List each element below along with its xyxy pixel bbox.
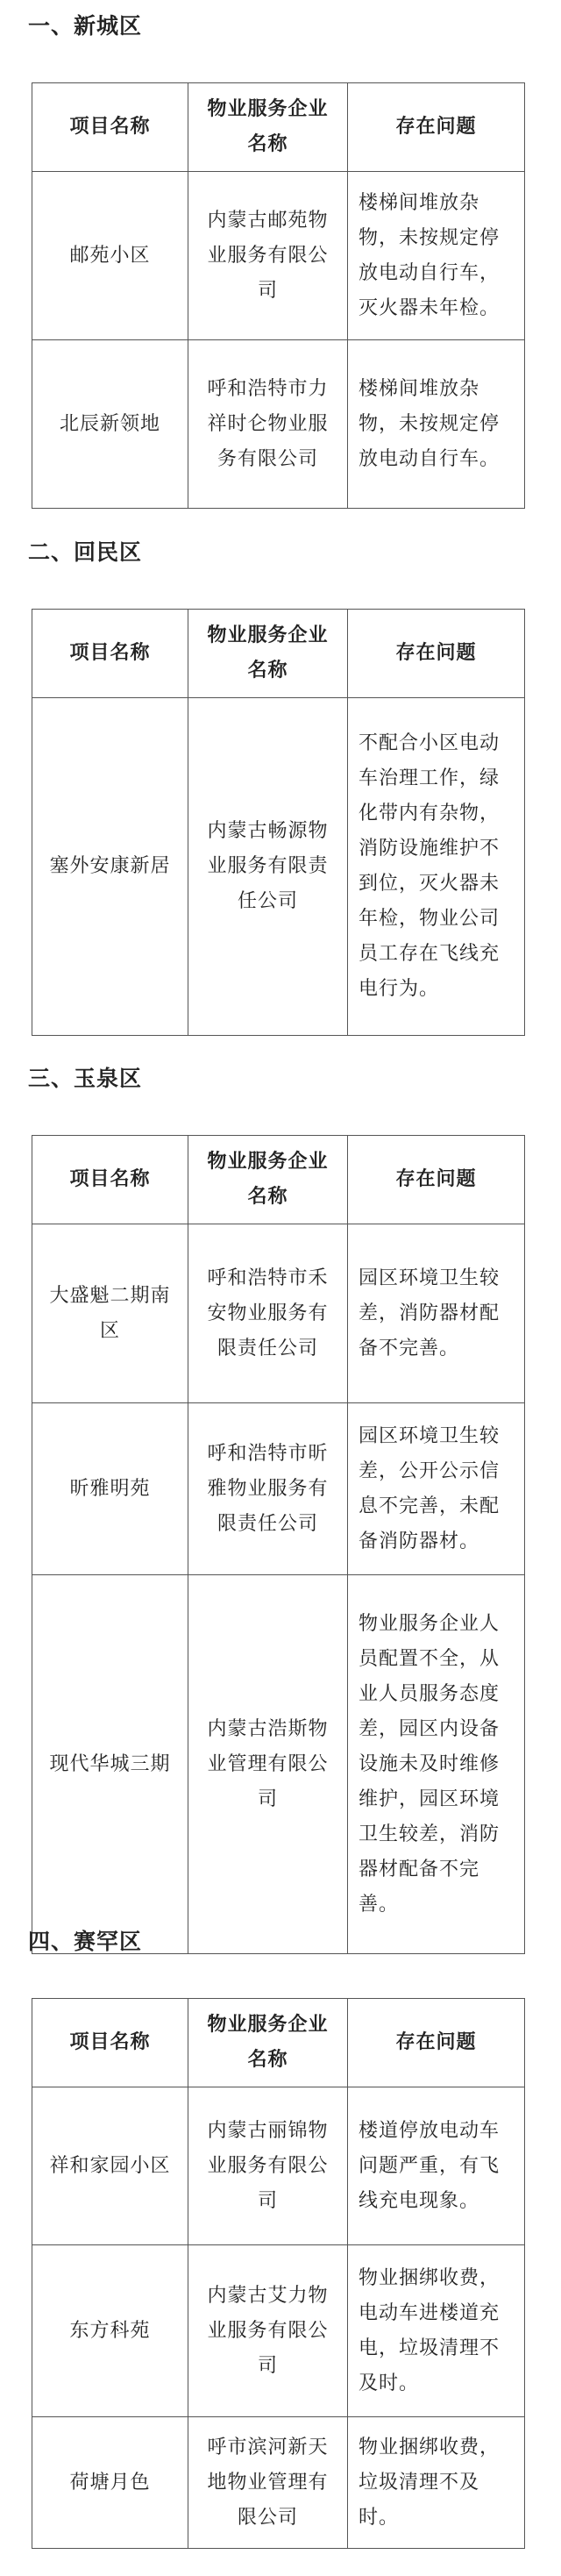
header-issue: 存在问题	[348, 1999, 525, 2087]
cell-issue: 园区环境卫生较差，消防器材配备不完善。	[348, 1224, 525, 1403]
table-header-row	[32, 83, 525, 172]
section-title-xincheng: 一、新城区	[28, 13, 143, 39]
table-row	[32, 2087, 525, 2245]
cell-company: 内蒙古艾力物业服务有限公司	[188, 2245, 348, 2417]
table-row	[32, 2417, 525, 2549]
table-header-row	[32, 1136, 525, 1224]
table-row	[32, 172, 525, 340]
cell-project: 大盛魁二期南区	[32, 1224, 188, 1403]
cell-project: 邮苑小区	[32, 172, 188, 340]
table-row	[32, 340, 525, 509]
cell-project: 祥和家园小区	[32, 2087, 188, 2245]
header-issue: 存在问题	[348, 83, 525, 172]
table-row	[32, 698, 525, 1036]
header-company: 物业服务企业名称	[188, 1136, 348, 1224]
table-row	[32, 1403, 525, 1575]
cell-issue: 物业捆绑收费，垃圾清理不及时。	[348, 2417, 525, 2549]
cell-company: 内蒙古丽锦物业服务有限公司	[188, 2087, 348, 2245]
header-issue: 存在问题	[348, 1136, 525, 1224]
table-saihan	[32, 1998, 525, 2549]
section-title-saihan: 四、赛罕区	[28, 1929, 143, 1954]
header-project: 项目名称	[32, 83, 188, 172]
table-row	[32, 1575, 525, 1954]
table-huimin	[32, 609, 525, 1036]
table-header-row	[32, 610, 525, 698]
cell-project: 北辰新领地	[32, 340, 188, 509]
cell-company: 内蒙古畅源物业服务有限责任公司	[188, 698, 348, 1036]
header-project: 项目名称	[32, 1136, 188, 1224]
cell-company: 呼和浩特市昕雅物业服务有限责任公司	[188, 1403, 348, 1575]
cell-project: 荷塘月色	[32, 2417, 188, 2549]
section-title-huimin: 二、回民区	[28, 539, 143, 565]
table-row	[32, 2245, 525, 2417]
header-issue: 存在问题	[348, 610, 525, 698]
cell-company: 内蒙古浩斯物业管理有限公司	[188, 1575, 348, 1954]
header-company: 物业服务企业名称	[188, 610, 348, 698]
table-yuquan	[32, 1135, 525, 1954]
cell-company: 呼和浩特市禾安物业服务有限责任公司	[188, 1224, 348, 1403]
cell-issue: 楼道停放电动车问题严重，有飞线充电现象。	[348, 2087, 525, 2245]
cell-project: 昕雅明苑	[32, 1403, 188, 1575]
cell-issue: 物业捆绑收费，电动车进楼道充电，垃圾清理不及时。	[348, 2245, 525, 2417]
cell-company: 呼市滨河新天地物业管理有限公司	[188, 2417, 348, 2549]
header-company: 物业服务企业名称	[188, 1999, 348, 2087]
cell-project: 塞外安康新居	[32, 698, 188, 1036]
table-row	[32, 1224, 525, 1403]
cell-project: 东方科苑	[32, 2245, 188, 2417]
cell-issue: 物业服务企业人员配置不全，从业人员服务态度差，园区内设备设施未及时维修维护，园区环境卫生较差，消防器材配备不完善。	[348, 1575, 525, 1954]
cell-issue: 不配合小区电动车治理工作，绿化带内有杂物，消防设施维护不到位，灭火器未年检，物业公司员工存在飞线充电行为。	[348, 698, 525, 1036]
header-company: 物业服务企业名称	[188, 83, 348, 172]
cell-issue: 园区环境卫生较差，公开公示信息不完善，未配备消防器材。	[348, 1403, 525, 1575]
cell-company: 呼和浩特市力祥时仑物业服务有限公司	[188, 340, 348, 509]
header-project: 项目名称	[32, 610, 188, 698]
cell-company: 内蒙古邮苑物业服务有限公司	[188, 172, 348, 340]
cell-issue: 楼梯间堆放杂物，未按规定停放电动自行车，灭火器未年检。	[348, 172, 525, 340]
cell-issue: 楼梯间堆放杂物，未按规定停放电动自行车。	[348, 340, 525, 509]
table-xincheng	[32, 82, 525, 509]
section-title-yuquan: 三、玉泉区	[28, 1066, 143, 1091]
header-project: 项目名称	[32, 1999, 188, 2087]
table-header-row	[32, 1999, 525, 2087]
cell-project: 现代华城三期	[32, 1575, 188, 1954]
